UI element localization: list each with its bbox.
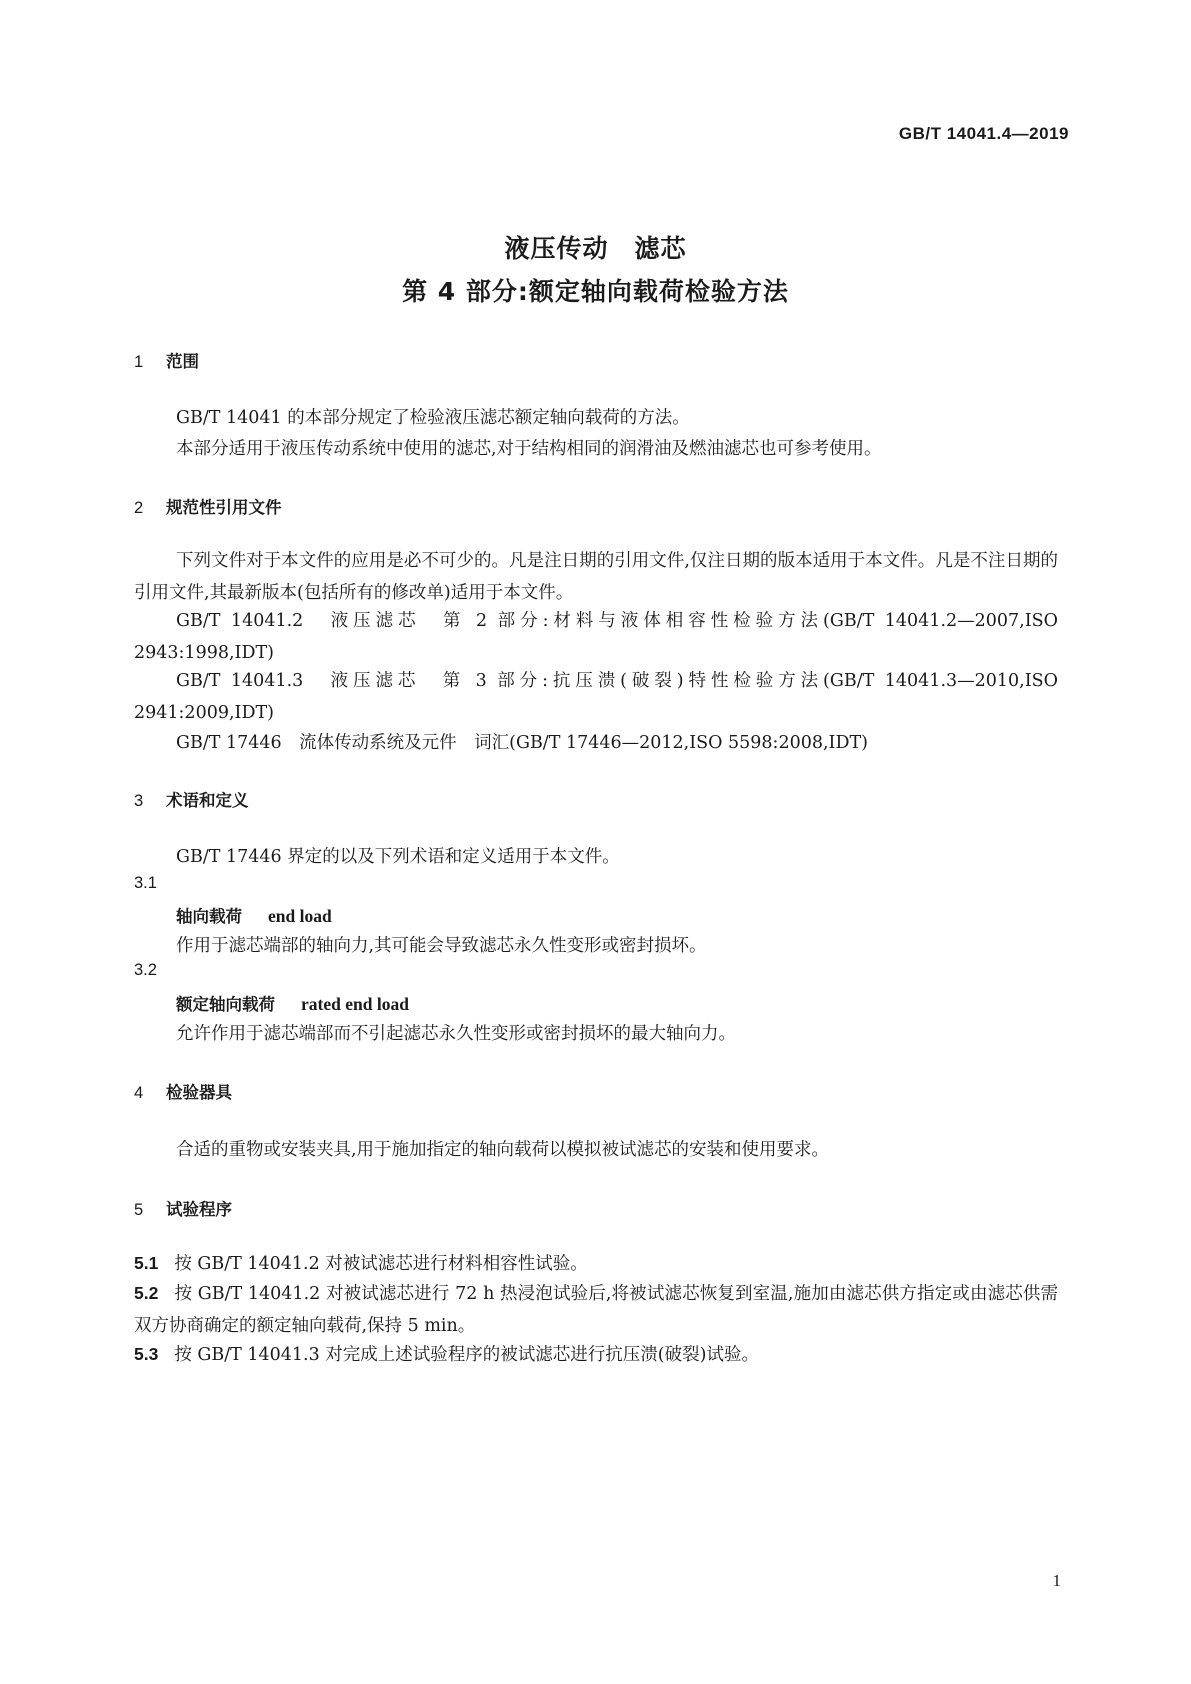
section-1-heading	[134, 348, 199, 372]
section-1-paragraph-2: 本部分适用于液压传动系统中使用的滤芯,对于结构相同的润滑油及燃油滤芯也可参考使用。	[176, 439, 882, 459]
standard-code: GB/T 14041.4—2019	[898, 124, 1069, 143]
section-1-paragraph-1: GB/T 14041 的本部分规定了检验液压滤芯额定轴向载荷的方法。	[176, 408, 690, 428]
term-definition: 作用于滤芯端部的轴向力,其可能会导致滤芯永久性变形或密封损坏。	[176, 936, 707, 956]
term-heading	[176, 991, 409, 1015]
clause-number: 5.3	[134, 1344, 159, 1364]
section-3-heading	[134, 787, 249, 811]
term-chinese: 额定轴向载荷	[176, 995, 275, 1014]
section-2-heading	[134, 494, 282, 518]
section-4-paragraph: 合适的重物或安装夹具,用于施加指定的轴向载荷以模拟被试滤芯的安装和使用要求。	[176, 1140, 830, 1160]
term-number: 3.2	[134, 961, 157, 979]
clause-text: 按 GB/T 14041.2 对被试滤芯进行材料相容性试验。	[174, 1254, 588, 1274]
clause-number: 5.1	[134, 1253, 159, 1273]
term-heading	[176, 903, 332, 927]
clause-number: 5.2	[134, 1283, 159, 1303]
section-2-paragraph: 下列文件对于本文件的应用是必不可少的。凡是注日期的引用文件,仅注日期的版本适用于本文件。凡是不注日期的引用文件,其最新版本(包括所有的修改单)适用于本文件。	[134, 551, 1058, 603]
section-number: 3	[134, 792, 144, 810]
section-number: 5	[134, 1201, 144, 1219]
reference-item-1: GB/T 14041.2 液压滤芯 第 2 部分:材料与液体相容性检验方法(GB/T 14041.2—2007,ISO 2943:1998,IDT)	[134, 611, 1058, 663]
title-line-1: 液压传动 滤芯	[504, 234, 687, 263]
section-3-paragraph: GB/T 17446 界定的以及下列术语和定义适用于本文件。	[176, 847, 620, 867]
term-chinese: 轴向载荷	[176, 907, 242, 926]
section-number: 4	[134, 1084, 144, 1102]
clause-text: 按 GB/T 14041.2 对被试滤芯进行 72 h 热浸泡试验后,将被试滤芯恢复到室温,施加由滤芯供方指定或由滤芯供需双方协商确定的额定轴向载荷,保持 5 min。	[134, 1284, 1058, 1336]
clause-5-3	[134, 1338, 1058, 1371]
section-4-heading	[134, 1079, 232, 1103]
clause-5-2	[134, 1277, 1058, 1342]
reference-item-3: GB/T 17446 流体传动系统及元件 词汇(GB/T 17446—2012,ISO 5598:2008,IDT)	[176, 733, 868, 753]
term-number: 3.1	[134, 874, 157, 892]
term-definition: 允许作用于滤芯端部而不引起滤芯永久性变形或密封损坏的最大轴向力。	[176, 1024, 736, 1044]
section-title: 术语和定义	[166, 791, 249, 810]
section-title: 检验器具	[166, 1083, 232, 1102]
term-english: end load	[268, 906, 332, 926]
section-title: 范围	[166, 352, 199, 371]
title-line-2: 第 4 部分:额定轴向载荷检验方法	[402, 277, 789, 306]
section-title: 试验程序	[166, 1200, 232, 1219]
page-number: 1	[1052, 1571, 1061, 1590]
section-number: 1	[134, 353, 144, 371]
clause-text: 按 GB/T 14041.3 对完成上述试验程序的被试滤芯进行抗压溃(破裂)试验。	[174, 1345, 759, 1365]
section-5-heading	[134, 1196, 232, 1220]
clause-5-1	[134, 1247, 1058, 1280]
section-title: 规范性引用文件	[166, 498, 282, 517]
term-english: rated end load	[301, 994, 409, 1014]
section-number: 2	[134, 499, 144, 517]
reference-item-2: GB/T 14041.3 液压滤芯 第 3 部分:抗压溃(破裂)特性检验方法(GB/T 14041.3—2010,ISO 2941:2009,IDT)	[134, 671, 1058, 723]
